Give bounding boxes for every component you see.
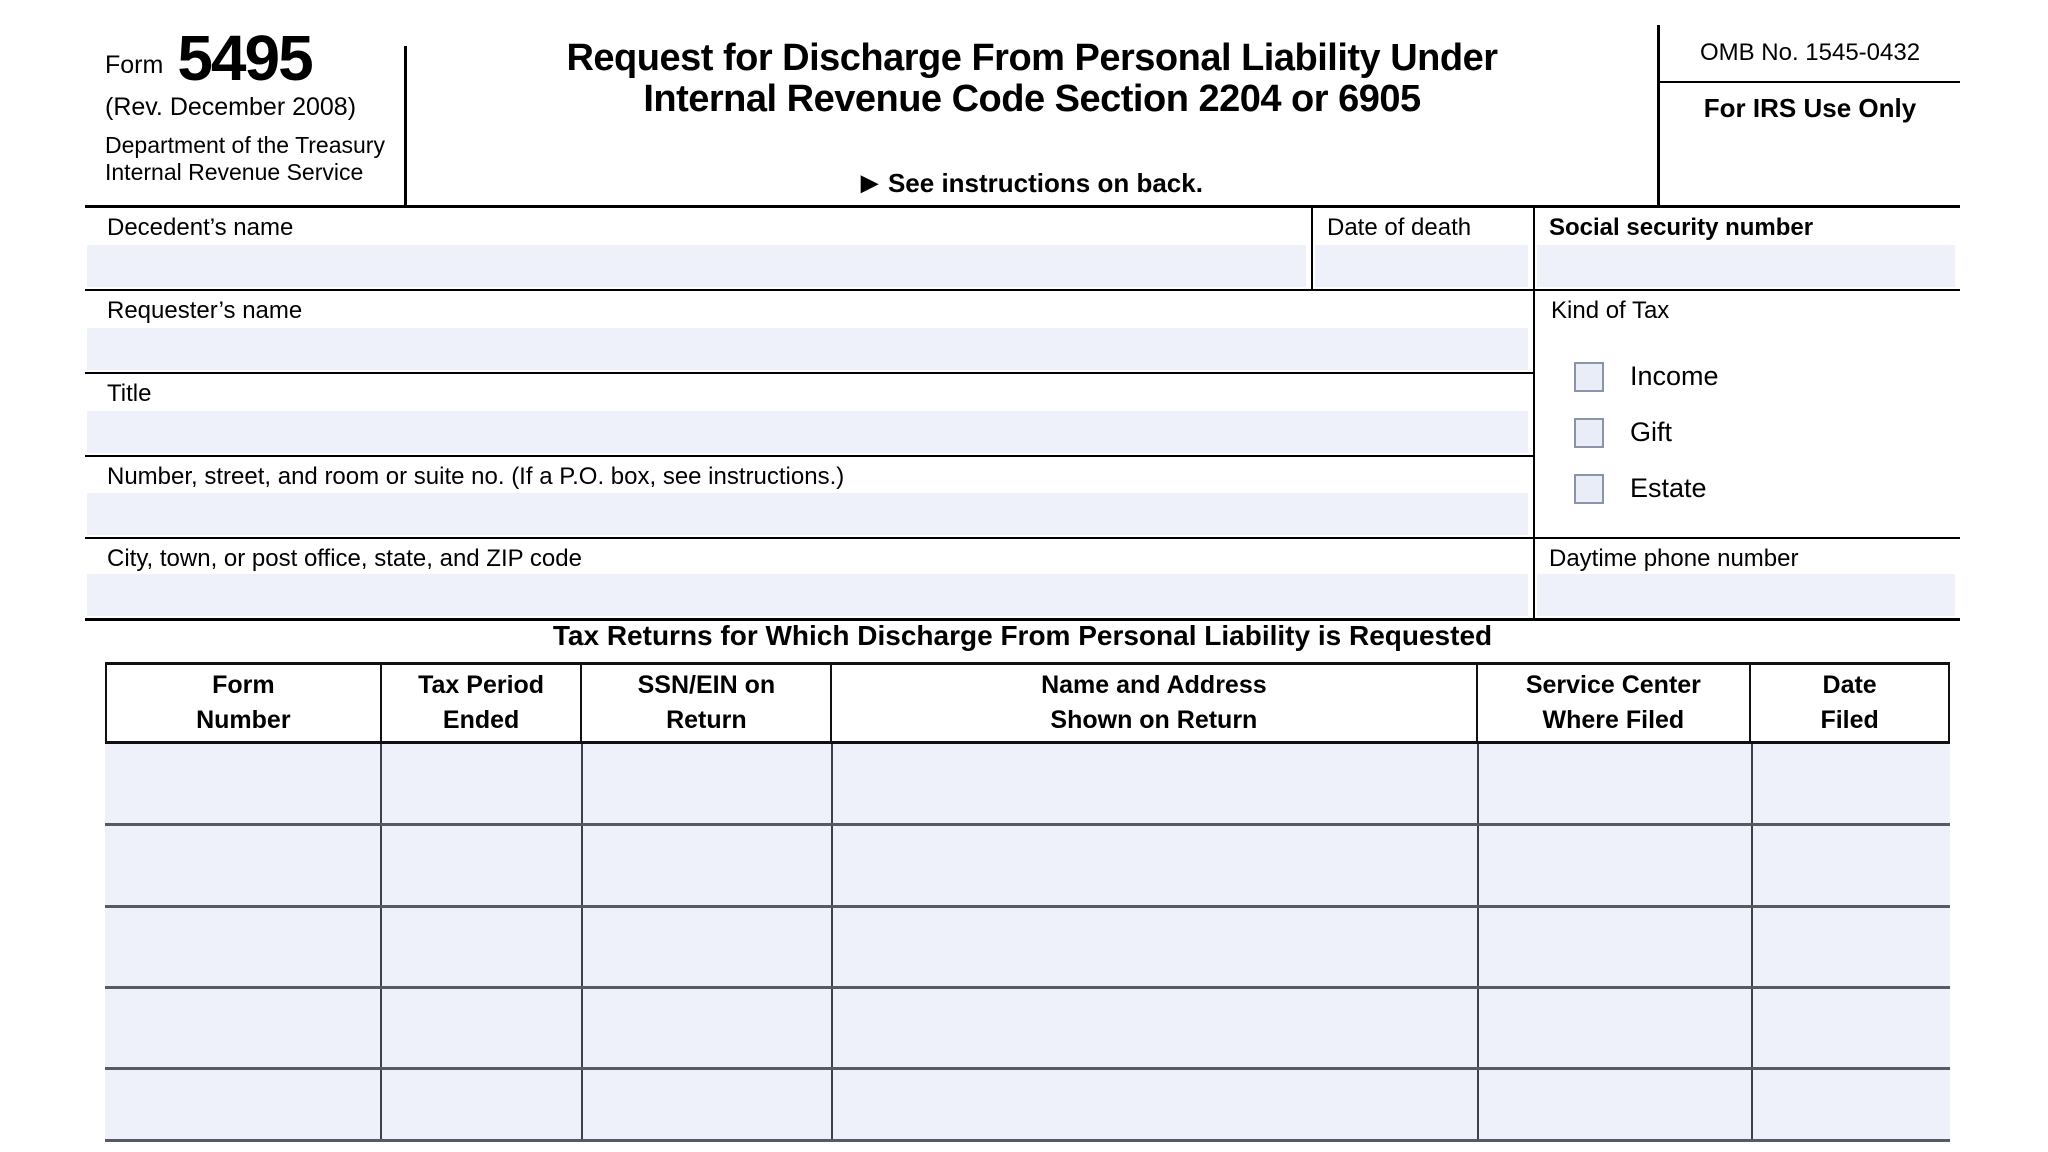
form-word: Form [105,50,164,79]
date-of-death-cell [1311,208,1533,289]
agency-line-1: Department of the Treasury [105,131,385,158]
kind-of-tax-option-income [1574,361,1719,392]
table-cell[interactable] [583,826,833,905]
city-cell [85,539,1533,618]
title-block [407,38,1657,205]
table-cell[interactable] [1753,989,1950,1067]
form-number-row [85,22,401,94]
table-cell[interactable] [105,826,382,905]
table-cell[interactable] [105,908,382,986]
gift-checkbox[interactable] [1574,418,1604,448]
table-cell[interactable] [1479,1070,1753,1139]
col-header-line: Date [1822,671,1877,699]
table-cell[interactable] [382,744,583,823]
daytime-phone-label: Daytime phone number [1549,545,1799,572]
estate-checkbox[interactable] [1574,474,1604,504]
col-header-tax-period [382,665,583,741]
col-header-name-address [832,665,1477,741]
table-cell[interactable] [1753,1070,1950,1139]
table-cell[interactable] [382,908,583,986]
table-cell[interactable] [1479,744,1753,823]
ssn-cell [1533,208,1960,289]
kind-of-tax-label: Kind of Tax [1551,297,1670,324]
table-cell[interactable] [833,1070,1479,1139]
city-label: City, town, or post office, state, and ZIP code [107,545,582,572]
table-cell[interactable] [1479,826,1753,905]
table-cell[interactable] [833,908,1479,986]
table-cell[interactable] [1753,908,1950,986]
tax-returns-table-body [105,744,1950,1142]
table-cell[interactable] [105,744,382,823]
street-cell [85,457,1533,537]
daytime-phone-cell [1533,539,1960,618]
table-row [105,908,1950,989]
col-header-line: Shown on Return [1050,706,1258,734]
table-cell[interactable] [583,744,833,823]
table-cell[interactable] [1479,908,1753,986]
col-header-line: Filed [1820,706,1879,734]
requester-name-label: Requester’s name [107,297,303,324]
table-cell[interactable] [1753,744,1950,823]
table-cell[interactable] [583,989,833,1067]
table-cell[interactable] [382,1070,583,1139]
form-title [407,38,1657,119]
col-header-line: Tax Period [418,671,545,699]
table-cell[interactable] [1479,989,1753,1067]
form-title-line-1: Request for Discharge From Personal Liability Under [566,37,1498,79]
col-header-line: Form [212,671,275,699]
right-arrow-icon: ▶ [861,170,878,195]
table-row [105,744,1950,826]
table-row [105,1070,1950,1142]
date-of-death-input[interactable] [1315,245,1528,287]
agency-lines [85,132,401,186]
daytime-phone-input[interactable] [1537,574,1955,616]
decedent-name-cell [85,208,1311,289]
table-cell[interactable] [382,826,583,905]
form-id-block [85,22,401,186]
gift-checkbox-label: Gift [1630,417,1673,447]
form-number: 5495 [177,22,312,94]
table-cell[interactable] [833,744,1479,823]
col-header-line: Name and Address [1041,671,1267,699]
agency-line-2: Internal Revenue Service [105,158,364,185]
table-cell[interactable] [105,989,382,1067]
title-cell [85,374,1533,455]
table-row [105,826,1950,908]
requester-name-cell [85,291,1533,372]
street-label: Number, street, and room or suite no. (If a P.O. box, see instructions.) [107,463,845,490]
col-header-line: Return [666,706,747,734]
omb-block [1657,25,1960,205]
table-cell[interactable] [1753,826,1950,905]
form-title-line-2: Internal Revenue Code Section 2204 or 6905 [643,77,1421,120]
col-header-service-center [1478,665,1752,741]
kind-of-tax-option-estate [1574,473,1707,504]
table-cell[interactable] [105,1070,382,1139]
title-label: Title [107,380,152,407]
income-checkbox-label: Income [1630,361,1719,391]
col-header-line: Ended [442,706,520,734]
irs-use-only-label: For IRS Use Only [1703,93,1917,123]
title-input[interactable] [87,411,1528,453]
date-of-death-label: Date of death [1327,214,1472,241]
col-header-ssn-ein [582,665,832,741]
decedent-name-input[interactable] [87,245,1306,287]
table-cell[interactable] [583,1070,833,1139]
ssn-input[interactable] [1537,245,1955,287]
kind-of-tax-box [1533,291,1960,537]
kind-of-tax-option-gift [1574,417,1672,448]
decedent-name-label: Decedent’s name [107,214,294,241]
see-instructions-note [407,168,1657,199]
table-cell[interactable] [583,908,833,986]
estate-checkbox-label: Estate [1630,473,1707,503]
col-header-line: SSN/EIN on [637,671,776,699]
table-row [105,989,1950,1070]
city-input[interactable] [87,574,1528,616]
table-cell[interactable] [833,826,1479,905]
table-cell[interactable] [833,989,1479,1067]
tax-returns-table [105,662,1950,1142]
table-cell[interactable] [382,989,583,1067]
tax-returns-heading: Tax Returns for Which Discharge From Personal Liability is Requested [552,620,1493,651]
col-header-form-number [107,665,382,741]
see-instructions-text: See instructions on back. [887,168,1203,198]
col-header-line: Service Center [1525,671,1701,699]
tax-returns-table-header [105,662,1950,744]
ssn-label: Social security number [1549,214,1814,241]
requester-name-input[interactable] [87,328,1528,370]
col-header-line: Number [196,706,291,734]
form-revision: (Rev. December 2008) [105,92,357,121]
income-checkbox[interactable] [1574,362,1604,392]
col-header-date-filed [1751,665,1948,741]
col-header-line: Where Filed [1542,706,1685,734]
omb-number: OMB No. 1545-0432 [1699,39,1921,66]
street-input[interactable] [87,493,1528,535]
